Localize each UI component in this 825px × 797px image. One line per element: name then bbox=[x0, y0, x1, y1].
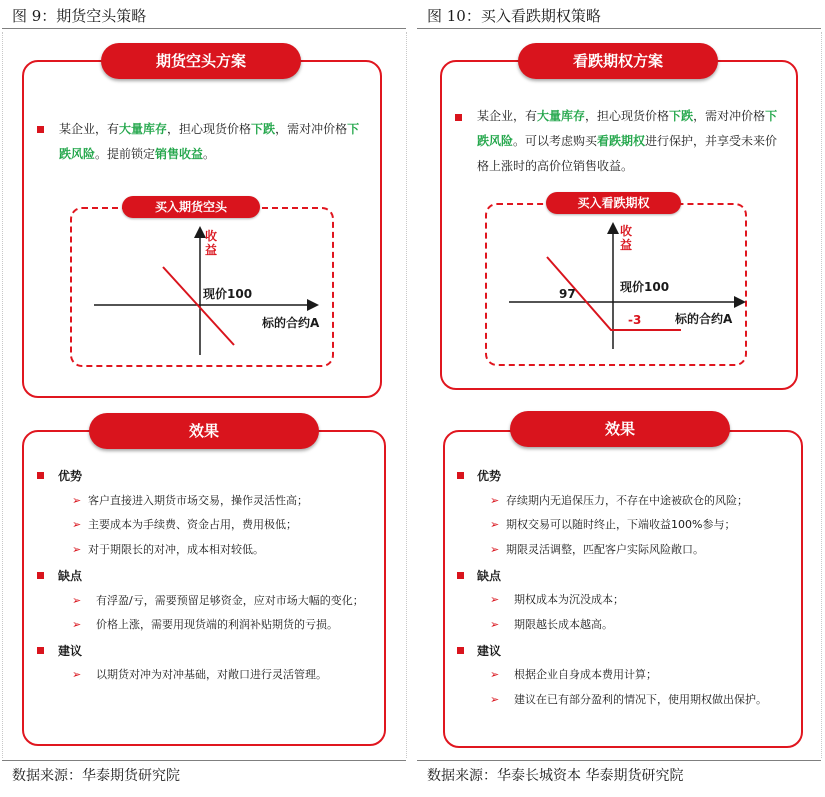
section-heading: 优势 bbox=[58, 469, 83, 483]
list-item: ➢ 以期货对冲为对冲基础，对敞口进行灵活管理。 bbox=[72, 668, 327, 681]
effect-title-pill: 效果 bbox=[89, 413, 319, 449]
desc-line-1: 某企业，有大量库存，担心现货价格下跌，需对冲价格下 bbox=[477, 109, 778, 123]
list-item: ➢ 价格上涨，需要用现货端的利润补贴期货的亏损。 bbox=[72, 618, 338, 631]
arrow-icon: ➢ bbox=[490, 693, 500, 706]
arrow-icon: ➢ bbox=[72, 594, 82, 607]
figure-title: 图 10：买入看跌期权策略 bbox=[417, 4, 821, 29]
section-heading: 建议 bbox=[58, 644, 83, 658]
payoff-chart bbox=[70, 207, 334, 367]
data-source: 数据来源：华泰长城资本 华泰期货研究院 bbox=[417, 760, 821, 790]
list-item: ➢ 主要成本为手续费、资金占用，费用极低； bbox=[72, 518, 297, 531]
desc-line-2: 跌风险。提前锁定销售收益。 bbox=[59, 147, 216, 161]
x-axis-label: 标的合约A bbox=[675, 312, 733, 326]
chart-title-pill: 买入期货空头 bbox=[122, 196, 260, 218]
list-item: ➢ 有浮盈/亏，需要预留足够资金，应对市场大幅的变化； bbox=[72, 594, 364, 607]
divider bbox=[406, 32, 407, 758]
y-axis-label: 收 bbox=[205, 229, 218, 243]
arrow-icon: ➢ bbox=[490, 518, 500, 531]
arrow-icon: ➢ bbox=[72, 543, 82, 556]
plan-title-pill: 期货空头方案 bbox=[101, 43, 301, 79]
figure-title: 图 9：期货空头策略 bbox=[2, 4, 406, 29]
strike-label: 97 bbox=[559, 287, 576, 301]
premium-label: -3 bbox=[628, 313, 642, 327]
plan-description bbox=[59, 117, 369, 167]
arrow-icon: ➢ bbox=[72, 518, 82, 531]
list-item: ➢ 期权交易可以随时终止，下端收益100%参与； bbox=[490, 518, 736, 531]
bullet-icon bbox=[37, 126, 44, 133]
data-source: 数据来源：华泰期货研究院 bbox=[2, 760, 406, 790]
arrow-icon: ➢ bbox=[72, 494, 82, 507]
price-label: 现价100 bbox=[203, 287, 253, 301]
price-label: 现价100 bbox=[620, 280, 670, 294]
arrow-icon: ➢ bbox=[490, 618, 500, 631]
plan-description bbox=[477, 104, 792, 179]
desc-line-3: 格上涨时的高价位销售收益。 bbox=[477, 159, 634, 173]
section-heading: 建议 bbox=[477, 644, 502, 658]
divider bbox=[2, 32, 3, 758]
left-figure bbox=[2, 0, 412, 797]
section-heading: 缺点 bbox=[477, 569, 502, 583]
bullet-icon bbox=[37, 572, 44, 579]
y-axis-label: 益 bbox=[205, 243, 218, 257]
arrow-icon: ➢ bbox=[490, 668, 500, 681]
list-item: ➢ 存续期内无追保压力，不存在中途被砍仓的风险； bbox=[490, 494, 748, 507]
bullet-icon bbox=[455, 114, 462, 121]
bullet-icon bbox=[37, 472, 44, 479]
chart-title-pill: 买入看跌期权 bbox=[546, 192, 681, 214]
divider bbox=[821, 32, 822, 758]
list-item: ➢ 建议在已有部分盈利的情况下，使用期权做出保护。 bbox=[490, 693, 767, 706]
bullet-icon bbox=[37, 647, 44, 654]
arrow-icon: ➢ bbox=[72, 618, 82, 631]
x-axis-label: 标的合约A bbox=[262, 316, 320, 330]
section-heading: 缺点 bbox=[58, 569, 83, 583]
payoff-chart bbox=[485, 203, 747, 366]
list-item: ➢ 期权成本为沉没成本； bbox=[490, 593, 624, 606]
y-axis-label: 收 bbox=[620, 224, 633, 238]
desc-line-1: 某企业，有大量库存，担心现货价格下跌，需对冲价格下 bbox=[59, 122, 360, 136]
arrow-icon: ➢ bbox=[72, 668, 82, 681]
section-heading: 优势 bbox=[477, 469, 502, 483]
list-item: ➢ 期限越长成本越高。 bbox=[490, 618, 613, 631]
list-item: ➢ 期限灵活调整，匹配客户实际风险敞口。 bbox=[490, 543, 704, 556]
arrow-icon: ➢ bbox=[490, 543, 500, 556]
list-item: ➢ 根据企业自身成本费用计算； bbox=[490, 668, 657, 681]
bullet-icon bbox=[457, 647, 464, 654]
arrow-icon: ➢ bbox=[490, 593, 500, 606]
effect-title-pill: 效果 bbox=[510, 411, 730, 447]
y-axis-label: 益 bbox=[620, 238, 633, 252]
arrow-icon: ➢ bbox=[490, 494, 500, 507]
right-figure bbox=[417, 0, 825, 797]
payoff-line bbox=[163, 267, 234, 345]
bullet-icon bbox=[457, 572, 464, 579]
bullet-icon bbox=[457, 472, 464, 479]
desc-line-2: 跌风险。可以考虑购买看跌期权进行保护，并享受未来价 bbox=[477, 134, 778, 148]
plan-title-pill: 看跌期权方案 bbox=[518, 43, 718, 79]
list-item: ➢ 客户直接进入期货市场交易，操作灵活性高； bbox=[72, 494, 308, 507]
list-item: ➢ 对于期限长的对冲，成本相对较低。 bbox=[72, 543, 264, 556]
